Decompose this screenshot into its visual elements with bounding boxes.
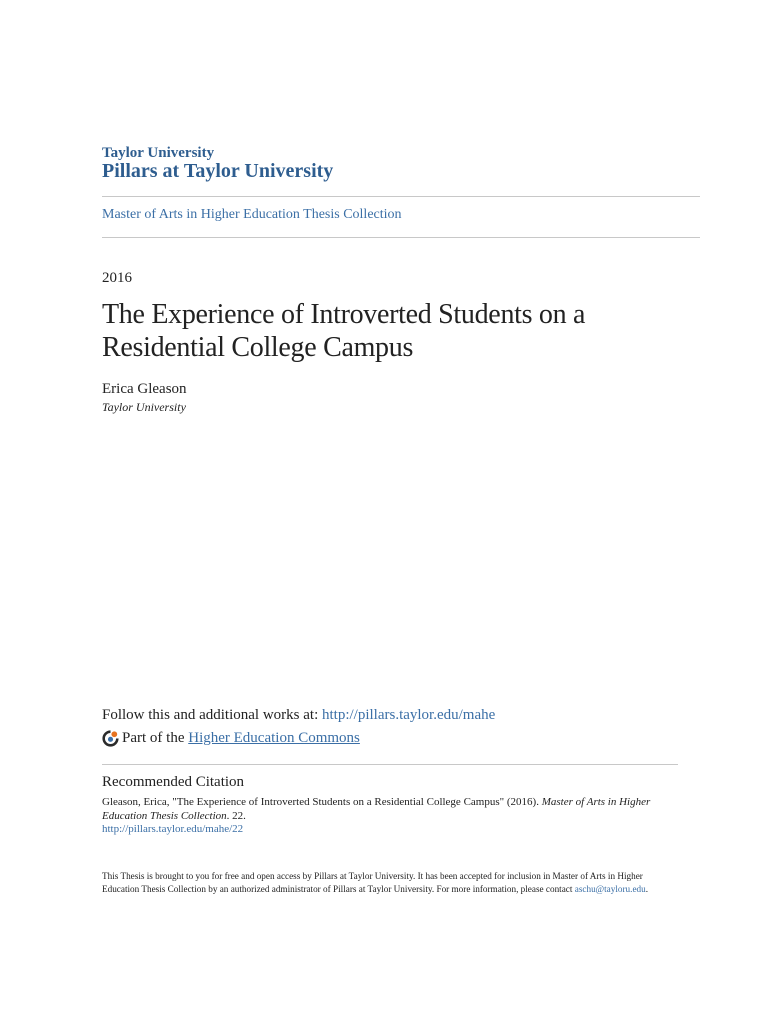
notice-end: .: [645, 884, 649, 894]
part-of-label: Part of the: [122, 730, 185, 746]
paper-title: The Experience of Introverted Students on a Residential College Campus: [102, 299, 586, 363]
institution-name: Taylor University: [102, 145, 215, 161]
notice-text: This Thesis is brought to you for free and open access by Pillars at Taylor University. It has been accepted for inclusion in Master of Arts in Higher Education Thesis Collection by an authorized administrator of Pillars at Taylor University. For more information, please contact: [102, 871, 643, 894]
divider: [102, 196, 700, 197]
citation-start: Gleason, Erica, "The Experience of Introverted Students on a Residential College Campus" (2016).: [102, 796, 542, 808]
author-affiliation: Taylor University: [102, 400, 186, 414]
part-of-line: [102, 730, 360, 747]
follow-line: [102, 707, 495, 724]
collection-link[interactable]: Master of Arts in Higher Education Thesis Collection: [102, 207, 402, 222]
publication-year: 2016: [102, 270, 132, 286]
citation-text: [102, 795, 677, 823]
higher-education-commons-link[interactable]: Higher Education Commons: [188, 730, 360, 746]
repository-link[interactable]: Pillars at Taylor University: [102, 160, 334, 182]
citation-series: Master of Arts in Higher Education Thesis Collection: [102, 796, 651, 822]
contact-email-link[interactable]: aschu@tayloru.edu: [574, 884, 646, 894]
citation-url-link[interactable]: http://pillars.taylor.edu/mahe/22: [102, 823, 244, 835]
recommended-citation-heading: Recommended Citation: [102, 774, 245, 790]
divider: [102, 237, 700, 238]
network-commons-icon: [102, 730, 119, 747]
citation-end: . 22.: [226, 810, 246, 822]
follow-url-link[interactable]: http://pillars.taylor.edu/mahe: [321, 707, 496, 723]
access-notice: [102, 870, 677, 896]
follow-label: Follow this and additional works at:: [102, 707, 322, 723]
author-name: Erica Gleason: [102, 381, 187, 397]
divider: [102, 764, 678, 765]
